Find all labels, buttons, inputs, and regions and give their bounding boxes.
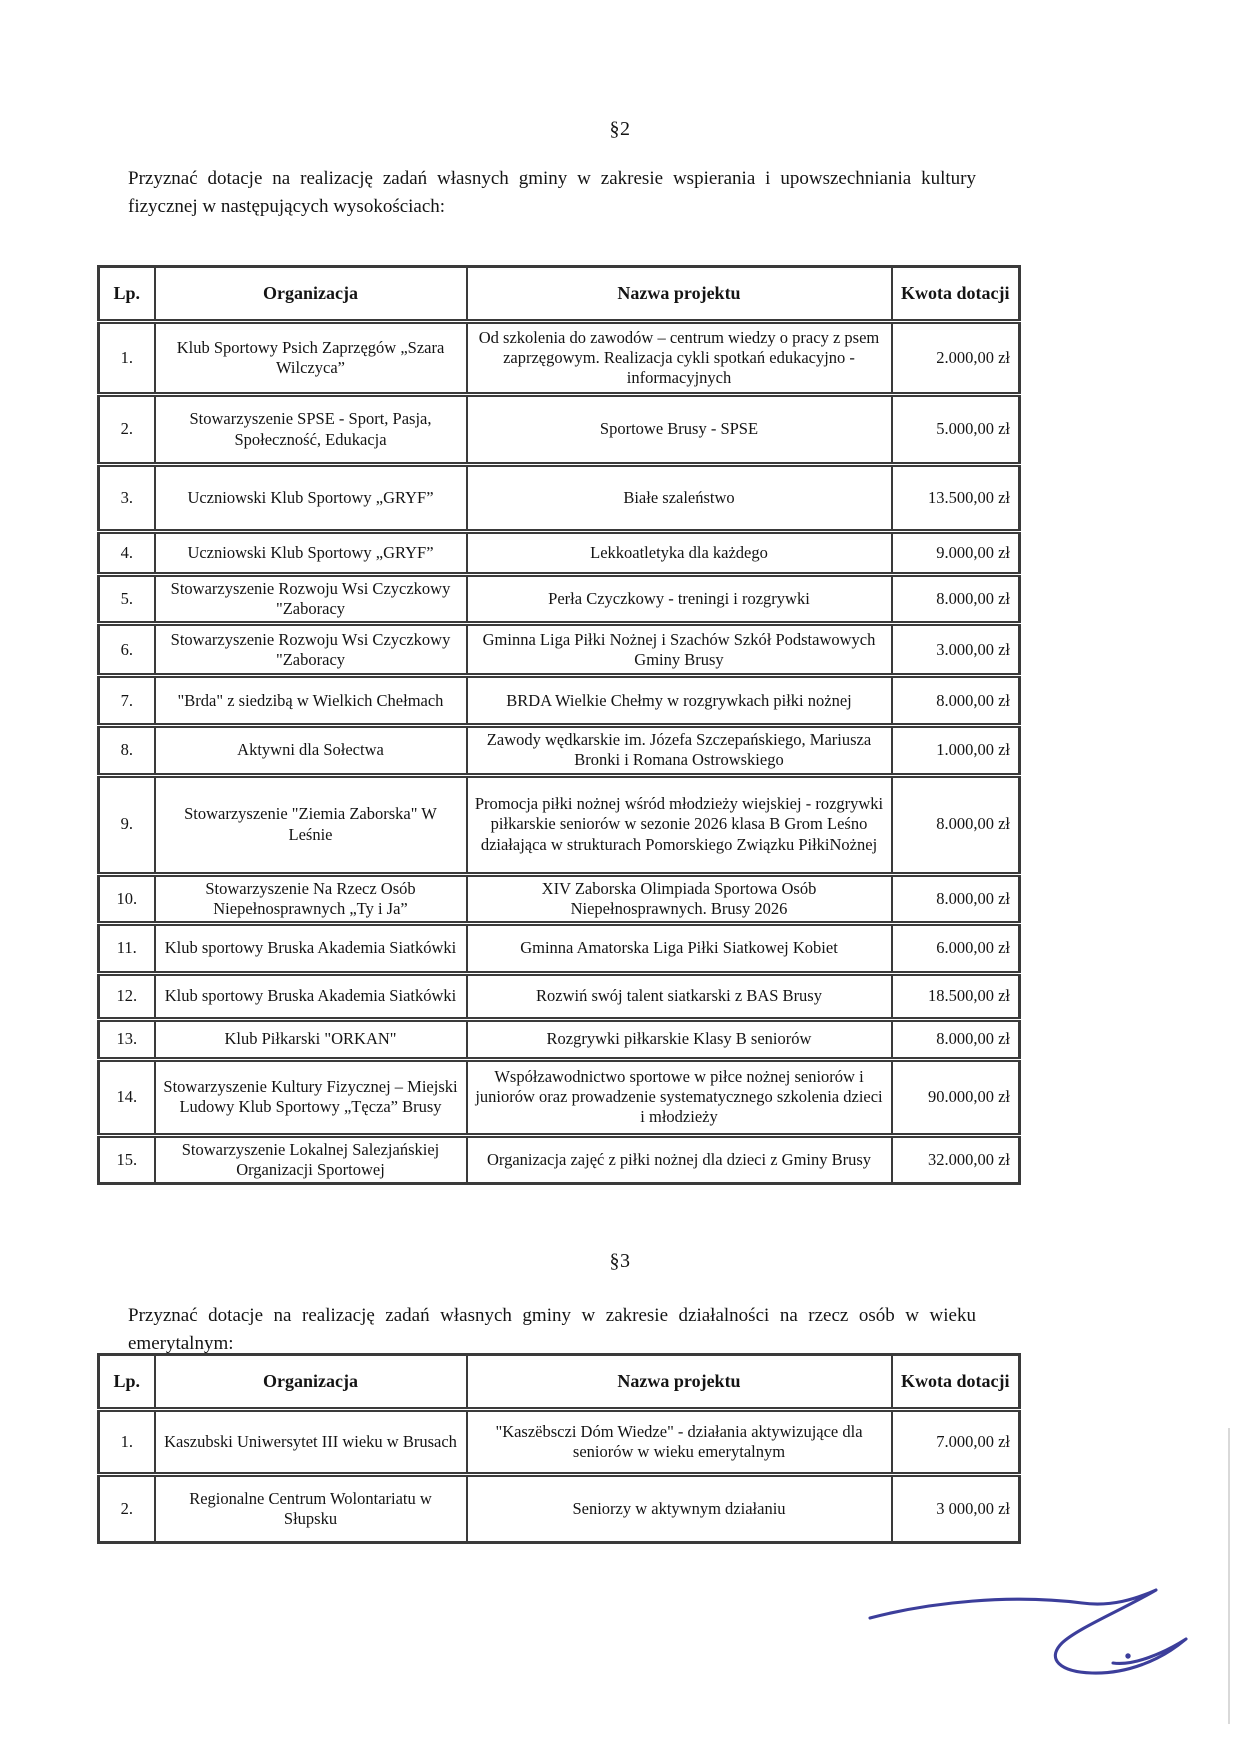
- project-name: Seniorzy w aktywnym działaniu: [467, 1475, 892, 1543]
- row-number: 9.: [99, 775, 155, 874]
- organization-name: Uczniowski Klub Sportowy „GRYF”: [155, 465, 467, 532]
- organization-name: Stowarzyszenie Na Rzecz Osób Niepełnosprawnych „Ty i Ja”: [155, 874, 467, 923]
- grant-amount: 9.000,00 zł: [892, 532, 1020, 575]
- project-name: Zawody wędkarskie im. Józefa Szczepańskiego, Mariusza Bronki i Romana Ostrowskiego: [467, 726, 892, 775]
- col-header-amount: Kwota dotacji: [892, 267, 1020, 322]
- project-name: Lekkoatletyka dla każdego: [467, 532, 892, 575]
- organization-name: Stowarzyszenie SPSE - Sport, Pasja, Społeczność, Edukacja: [155, 395, 467, 465]
- row-number: 1.: [99, 1410, 155, 1475]
- row-number: 6.: [99, 624, 155, 676]
- row-number: 3.: [99, 465, 155, 532]
- grant-amount: 8.000,00 zł: [892, 1019, 1020, 1059]
- organization-name: Regionalne Centrum Wolontariatu w Słupsku: [155, 1475, 467, 1543]
- section-2-intro: Przyznać dotacje na realizację zadań własnych gminy w zakresie wspierania i upowszechniania kultury fizycznej w następujących wysokościach:: [128, 168, 976, 218]
- grant-amount: 32.000,00 zł: [892, 1135, 1020, 1183]
- organization-name: Stowarzyszenie "Ziemia Zaborska" W Leśnie: [155, 775, 467, 874]
- grant-amount: 2.000,00 zł: [892, 322, 1020, 395]
- project-name: Rozgrywki piłkarskie Klasy B seniorów: [467, 1019, 892, 1059]
- table-header-row: [99, 267, 1020, 322]
- row-number: 1.: [99, 322, 155, 395]
- col-header-project: Nazwa projektu: [467, 267, 892, 322]
- signature-stroke: [870, 1590, 1186, 1673]
- project-name: Współzawodnictwo sportowe w piłce nożnej seniorów i juniorów oraz prowadzenie systematycznego szkolenia dzieci i młodzieży: [467, 1059, 892, 1135]
- organization-name: Stowarzyszenie Rozwoju Wsi Czyczkowy "Zaboracy: [155, 624, 467, 676]
- grant-amount: 8.000,00 zł: [892, 775, 1020, 874]
- project-name: Perła Czyczkowy - treningi i rozgrywki: [467, 575, 892, 624]
- organization-name: Stowarzyszenie Rozwoju Wsi Czyczkowy "Zaboracy: [155, 575, 467, 624]
- table-row: [99, 1059, 1020, 1135]
- row-number: 2.: [99, 395, 155, 465]
- table-row: [99, 874, 1020, 923]
- table-row: [99, 676, 1020, 726]
- table-row: [99, 532, 1020, 575]
- scan-artifact-line: [1228, 1428, 1230, 1724]
- table-row: [99, 322, 1020, 395]
- project-name: Promocja piłki nożnej wśród młodzieży wiejskiej - rozgrywki piłkarskie seniorów w sezonie 2026 klasa B Grom Leśno działająca w strukturach Pomorskiego Związku PiłkiNożnej: [467, 775, 892, 874]
- col-header-lp: Lp.: [99, 1355, 155, 1410]
- project-name: Od szkolenia do zawodów – centrum wiedzy o pracy z psem zaprzęgowym. Realizacja cykli spotkań edukacyjno - informacyjnych: [467, 322, 892, 395]
- organization-name: Uczniowski Klub Sportowy „GRYF”: [155, 532, 467, 575]
- grant-amount: 18.500,00 zł: [892, 973, 1020, 1019]
- organization-name: Stowarzyszenie Kultury Fizycznej – Miejski Ludowy Klub Sportowy „Tęcza” Brusy: [155, 1059, 467, 1135]
- row-number: 14.: [99, 1059, 155, 1135]
- project-name: BRDA Wielkie Chełmy w rozgrywkach piłki nożnej: [467, 676, 892, 726]
- table-row: [99, 923, 1020, 973]
- grant-amount: 8.000,00 zł: [892, 874, 1020, 923]
- row-number: 13.: [99, 1019, 155, 1059]
- row-number: 15.: [99, 1135, 155, 1183]
- organization-name: Aktywni dla Sołectwa: [155, 726, 467, 775]
- grant-amount: 3.000,00 zł: [892, 624, 1020, 676]
- col-header-lp: Lp.: [99, 267, 155, 322]
- table-row: [99, 726, 1020, 775]
- col-header-amount: Kwota dotacji: [892, 1355, 1020, 1410]
- grant-amount: 5.000,00 zł: [892, 395, 1020, 465]
- organization-name: Klub sportowy Bruska Akademia Siatkówki: [155, 923, 467, 973]
- project-name: XIV Zaborska Olimpiada Sportowa Osób Niepełnosprawnych. Brusy 2026: [467, 874, 892, 923]
- organization-name: Klub sportowy Bruska Akademia Siatkówki: [155, 973, 467, 1019]
- project-name: Gminna Amatorska Liga Piłki Siatkowej Kobiet: [467, 923, 892, 973]
- table-row: [99, 395, 1020, 465]
- organization-name: Klub Piłkarski "ORKAN": [155, 1019, 467, 1059]
- table-row: [99, 1475, 1020, 1543]
- row-number: 11.: [99, 923, 155, 973]
- section-3-heading: §3: [609, 1250, 631, 1272]
- table-row: [99, 1410, 1020, 1475]
- project-name: Organizacja zajęć z piłki nożnej dla dzieci z Gminy Brusy: [467, 1135, 892, 1183]
- handwritten-signature: [856, 1576, 1200, 1686]
- organization-name: Stowarzyszenie Lokalnej Salezjańskiej Organizacji Sportowej: [155, 1135, 467, 1183]
- row-number: 12.: [99, 973, 155, 1019]
- project-name: Białe szaleństwo: [467, 465, 892, 532]
- grant-amount: 1.000,00 zł: [892, 726, 1020, 775]
- grant-amount: 3 000,00 zł: [892, 1475, 1020, 1543]
- table-row: [99, 1019, 1020, 1059]
- section-3-intro: Przyznać dotacje na realizację zadań własnych gminy w zakresie działalności na rzecz osób w wieku emerytalnym:: [128, 1305, 976, 1355]
- table-row: [99, 775, 1020, 874]
- grant-amount: 6.000,00 zł: [892, 923, 1020, 973]
- project-name: Sportowe Brusy - SPSE: [467, 395, 892, 465]
- project-name: Rozwiń swój talent siatkarski z BAS Brusy: [467, 973, 892, 1019]
- grant-amount: 7.000,00 zł: [892, 1410, 1020, 1475]
- signature-ink-dot: [1125, 1653, 1130, 1658]
- project-name: Gminna Liga Piłki Nożnej i Szachów Szkół Podstawowych Gminy Brusy: [467, 624, 892, 676]
- col-header-organization: Organizacja: [155, 1355, 467, 1410]
- table-row: [99, 973, 1020, 1019]
- organization-name: "Brda" z siedzibą w Wielkich Chełmach: [155, 676, 467, 726]
- col-header-project: Nazwa projektu: [467, 1355, 892, 1410]
- organization-name: Kaszubski Uniwersytet III wieku w Brusach: [155, 1410, 467, 1475]
- row-number: 5.: [99, 575, 155, 624]
- organization-name: Klub Sportowy Psich Zaprzęgów „Szara Wilczyca”: [155, 322, 467, 395]
- row-number: 8.: [99, 726, 155, 775]
- table-header-row: [99, 1355, 1020, 1410]
- row-number: 2.: [99, 1475, 155, 1543]
- grant-amount: 8.000,00 zł: [892, 676, 1020, 726]
- row-number: 4.: [99, 532, 155, 575]
- table-row: [99, 465, 1020, 532]
- senior-grants-table: [97, 1353, 1021, 1544]
- grant-amount: 13.500,00 zł: [892, 465, 1020, 532]
- table-row: [99, 1135, 1020, 1183]
- section-2-heading: §2: [609, 118, 631, 140]
- table-row: [99, 575, 1020, 624]
- row-number: 7.: [99, 676, 155, 726]
- project-name: "Kaszëbsczi Dóm Wiedze" - działania aktywizujące dla seniorów w wieku emerytalnym: [467, 1410, 892, 1475]
- table-row: [99, 624, 1020, 676]
- row-number: 10.: [99, 874, 155, 923]
- grant-amount: 90.000,00 zł: [892, 1059, 1020, 1135]
- col-header-organization: Organizacja: [155, 267, 467, 322]
- grant-amount: 8.000,00 zł: [892, 575, 1020, 624]
- sport-grants-table: [97, 265, 1021, 1185]
